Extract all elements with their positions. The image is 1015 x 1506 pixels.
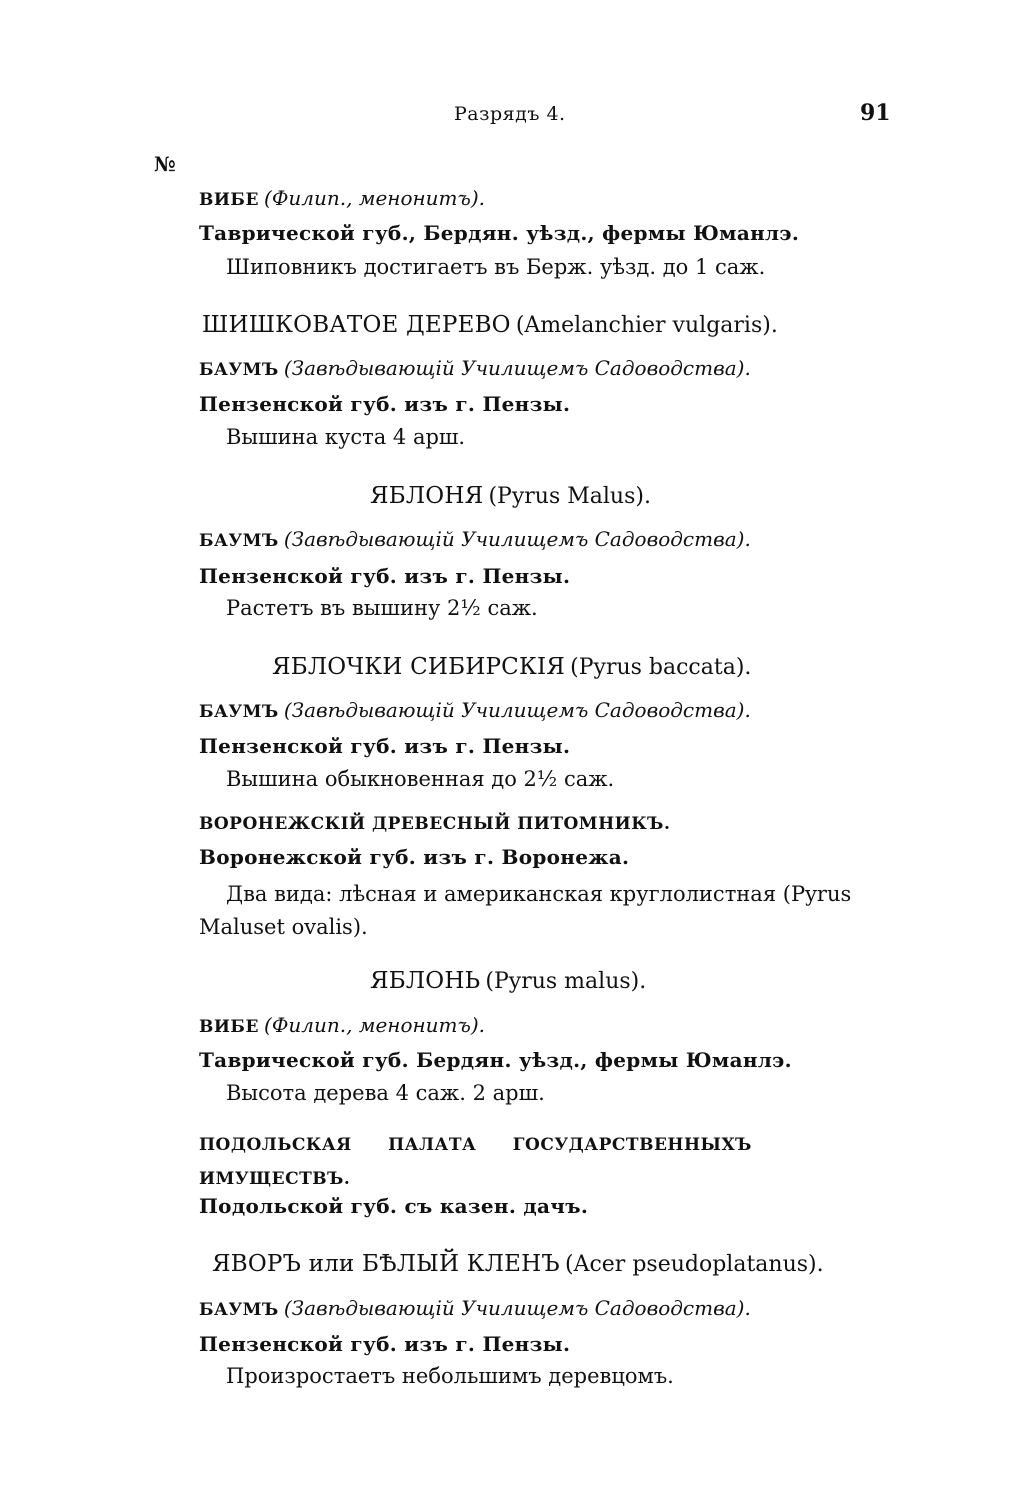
entry-description: Произростаетъ небольшимъ деревцомъ. <box>226 1364 674 1388</box>
entry-contributor-line <box>199 1013 485 1037</box>
entry-description: Высота дерева 4 саж. 2 арш. <box>226 1081 545 1105</box>
entry-contributor-line <box>199 698 751 722</box>
contributor-name: БАУМЪ <box>199 1300 279 1320</box>
contributor-note: (Филип., менонитъ). <box>264 186 486 210</box>
entry-heading <box>272 654 751 680</box>
contributor-note: (Завѣдывающій Училищемъ Садоводства). <box>283 1296 751 1320</box>
contributor-name: БАУМЪ <box>199 702 279 722</box>
species-title: ЯБЛОЧКИ СИБИРСКІЯ <box>272 654 566 680</box>
entry-description: Шиповникъ достигаетъ въ Берж. уѣзд. до 1 саж. <box>226 255 766 279</box>
latin-name: (Amelanchier vulgaris). <box>515 313 778 338</box>
entry-location: Пензенской губ. изъ г. Пензы. <box>199 564 571 588</box>
entry-contributor-line <box>199 356 751 380</box>
contributor-name: БАУМЪ <box>199 531 279 551</box>
species-title: ЯБЛОНЯ <box>370 483 484 509</box>
entry-description-secondary: Два вида: лѣсная и американская круглолистная (Pyrus Maluset ovalis). <box>199 882 852 939</box>
latin-name: (Pyrus baccata). <box>570 655 752 680</box>
entry-location-secondary: Воронежской губ. изъ г. Воронежа. <box>199 845 630 869</box>
contributor-note: (Завѣдывающій Училищемъ Садоводства). <box>283 527 751 551</box>
entry-location-secondary: Подольской губ. съ казен. дачъ. <box>199 1194 589 1218</box>
entry-heading <box>212 1251 824 1277</box>
running-title: Разрядъ 4. <box>454 103 566 125</box>
entry-description: Вышина обыкновенная до 2½ саж. <box>226 767 615 791</box>
entry-description: Растетъ въ вышину 2½ саж. <box>226 596 538 620</box>
species-title: ЯБЛОНЬ <box>370 968 481 994</box>
contributor-note: (Филип., менонитъ). <box>264 1013 486 1037</box>
entry-heading <box>370 968 646 994</box>
contributor-name: БАУМЪ <box>199 360 279 380</box>
contributor-name: ВИБЕ <box>199 190 259 210</box>
number-sign: № <box>154 152 176 176</box>
entry-location: Пензенской губ. изъ г. Пензы. <box>199 1332 571 1356</box>
latin-name: (Acer pseudoplatanus). <box>565 1252 824 1277</box>
contributor-name-secondary: ВОРОНЕЖСКІЙ ДРЕВЕСНЫЙ ПИТОМНИКЪ. <box>199 814 671 834</box>
contributor-note: (Завѣдывающій Училищемъ Садоводства). <box>283 356 751 380</box>
entry-heading <box>370 483 651 509</box>
entry-location: Пензенской губ. изъ г. Пензы. <box>199 734 571 758</box>
page-number: 91 <box>860 100 891 126</box>
latin-name: (Pyrus Malus). <box>488 484 651 509</box>
species-title: ШИШКОВАТОЕ ДЕРЕВО <box>202 312 511 338</box>
entry-contributor-line <box>199 1296 751 1320</box>
species-title: ЯВОРЪ или БѢЛЫЙ КЛЕНЪ <box>212 1251 560 1277</box>
contributor-name: ВИБЕ <box>199 1017 259 1037</box>
entry-contributor-line <box>199 186 485 210</box>
entry-description: Вышина куста 4 арш. <box>226 425 466 449</box>
entry-contributor-line <box>199 527 751 551</box>
entry-heading <box>202 312 778 338</box>
entry-location: Пензенской губ. изъ г. Пензы. <box>199 392 571 416</box>
contributor-name-secondary: ПОДОЛЬСКАЯ ПАЛАТА ГОСУДАРСТВЕННЫХЪ ИМУЩЕСТВЪ. <box>199 1135 752 1189</box>
entry-location: Таврической губ. Бердян. уѣзд., фермы Юманлэ. <box>199 1048 792 1072</box>
entry-location: Таврической губ., Бердян. уѣзд., фермы Юманлэ. <box>199 221 800 245</box>
latin-name: (Pyrus malus). <box>485 969 647 994</box>
contributor-note: (Завѣдывающій Училищемъ Садоводства). <box>283 698 751 722</box>
